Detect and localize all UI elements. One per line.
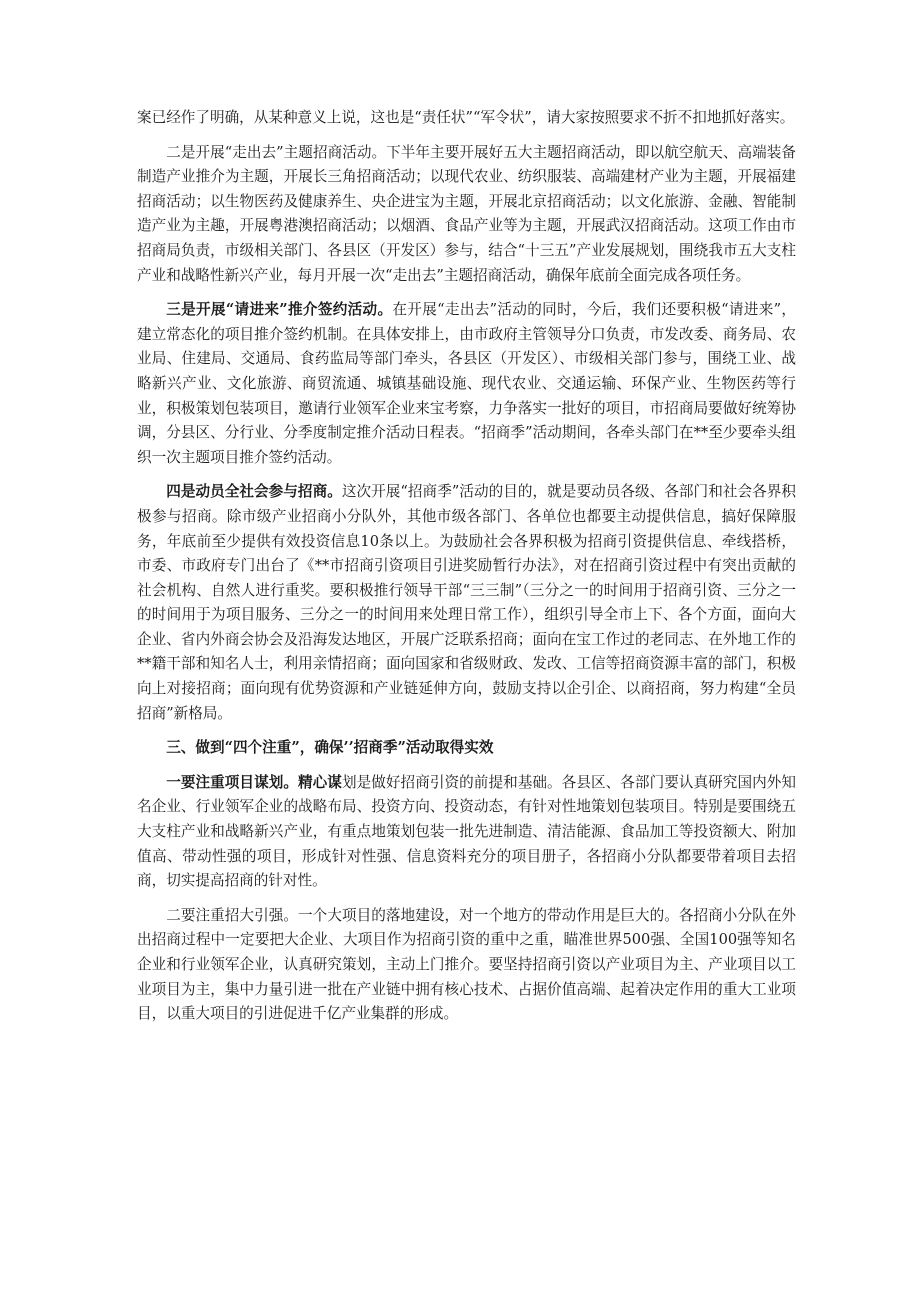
paragraph-text: 案已经作了明确，从某种意义上说，这也是“责任状”“军令状”，请大家按照要求不折不扣地抓好落实。 [137, 109, 795, 126]
paragraph-text: 二要注重招大引强。一个大项目的落地建设，对一个地方的带动作用是巨大的。各招商小分队在外出招商过程中一定要把大企业、大项目作为招商引资的重中之重，瞄准世界500强、全国100强等知名企业和行业领军企业，认真研究策划，主动上门推介。要坚持招商引资以产业项目为主、产业项目以工业项目为主，集中力量引进一批在产业链中拥有核心技术、占据价值高端、起着决定作用的重大工业项目，以重大项目的引进促进千亿产业集群的形成。 [137, 906, 796, 1023]
paragraph-continuation [137, 106, 796, 131]
paragraph-invite-in [137, 298, 796, 470]
paragraph-lead: 四是动员全社会参与招商。 [166, 483, 342, 501]
paragraph-text: 这次开展“招商季”活动的目的，就是要动员各级、各部门和社会各界积极参与招商。除市级产业招商小分队外，其他市级各部门、各单位也都要主动提供信息，搞好保障服务，年底前至少提供有效投资信息10条以上。为鼓励社会各界积极为招商引资提供信息、牵线搭桥，市委、市政府专门出台了《**市招商引资项目引进奖励暂行办法》，对在招商引资过程中有突出贡献的社会机构、自然人进行重奖。要积极推行领导干部“三三制”（三分之一的时间用于招商引资、三分之一的时间用于为项目服务、三分之一的时间用来处理日常工作），组织引导全市上下、各个方面，面向大企业、省内外商会协会及沿海发达地区，开展广泛联系招商；面向在宝工作过的老同志、在外地工作的**籍干部和知名人士，利用亲情招商；面向国家和省级财政、发改、工信等招商资源丰富的部门，积极向上对接招商；面向现有优势资源和产业链延伸方向，鼓励支持以企引企、以商招商，努力构建“全员招商”新格局。 [137, 483, 796, 722]
paragraph-lead: 一要注重项目谋划。精心谋 [166, 773, 342, 791]
paragraph-big-projects [137, 904, 796, 1027]
paragraph-text: 在开展“走出去”活动的同时，今后，我们还要积极“请进来”，建立常态化的项目推介签约机制。在具体安排上，由市政府主管领导分口负责，市发改委、商务局、农业局、住建局、交通局、食药监局等部门牵头，各县区（开发区）、市级相关部门参与，围绕工业、战略新兴产业、文化旅游、商贸流通、城镇基础设施、现代农业、交通运输、环保产业、生物医药等行业，积极策划包装项目，邀请行业领军企业来宝考察，力争落实一批好的项目，市招商局要做好统筹协调，分县区、分行业、分季度制定推介活动日程表。“招商季”活动期间，各牵头部门在**至少要牵头组织一次主题项目推介签约活动。 [137, 301, 796, 466]
paragraph-society-participation [137, 480, 796, 726]
paragraph-text: 划是做好招商引资的前提和基础。各县区、各部门要认真研究国内外知名企业、行业领军企业的战略布局、投资方向、投资动态，有针对性地策划包装项目。特别是要围绕五大支柱产业和战略新兴产业，有重点地策划包装一批先进制造、清洁能源、食品加工等投资额大、附加值高、带动性强的项目，形成针对性强、信息资料充分的项目册子，各招商小分队都要带着项目去招商，切实提高招商的针对性。 [137, 773, 796, 890]
paragraph-lead: 三是开展“请进来”推介签约活动。 [166, 301, 393, 319]
paragraph-go-out-investment [137, 141, 796, 289]
section-heading: 三、做到“四个注重”，确保’’招商季”活动取得实效 [166, 739, 494, 757]
paragraph-text: 二是开展“走出去”主题招商活动。下半年主要开展好五大主题招商活动，即以航空航天、高端装备制造产业推介为主题，开展长三角招商活动；以现代农业、纺织服装、高端建材产业为主题，开展福建招商活动；以生物医药及健康养生、央企进宝为主题，开展北京招商活动；以文化旅游、金融、智能制造产业为主趣，开展粤港澳招商活动；以烟酒、食品产业等为主题，开展武汉招商活动。这项工作由市招商局负责，市级相关部门、各县区（开发区）参与，结合“十三五”产业发展规划，围绕我市五大支柱产业和战略性新兴产业，每月开展一次“走出去”主题招商活动，确保年底前全面完成各项任务。 [137, 143, 796, 284]
paragraph-project-planning [137, 771, 796, 894]
